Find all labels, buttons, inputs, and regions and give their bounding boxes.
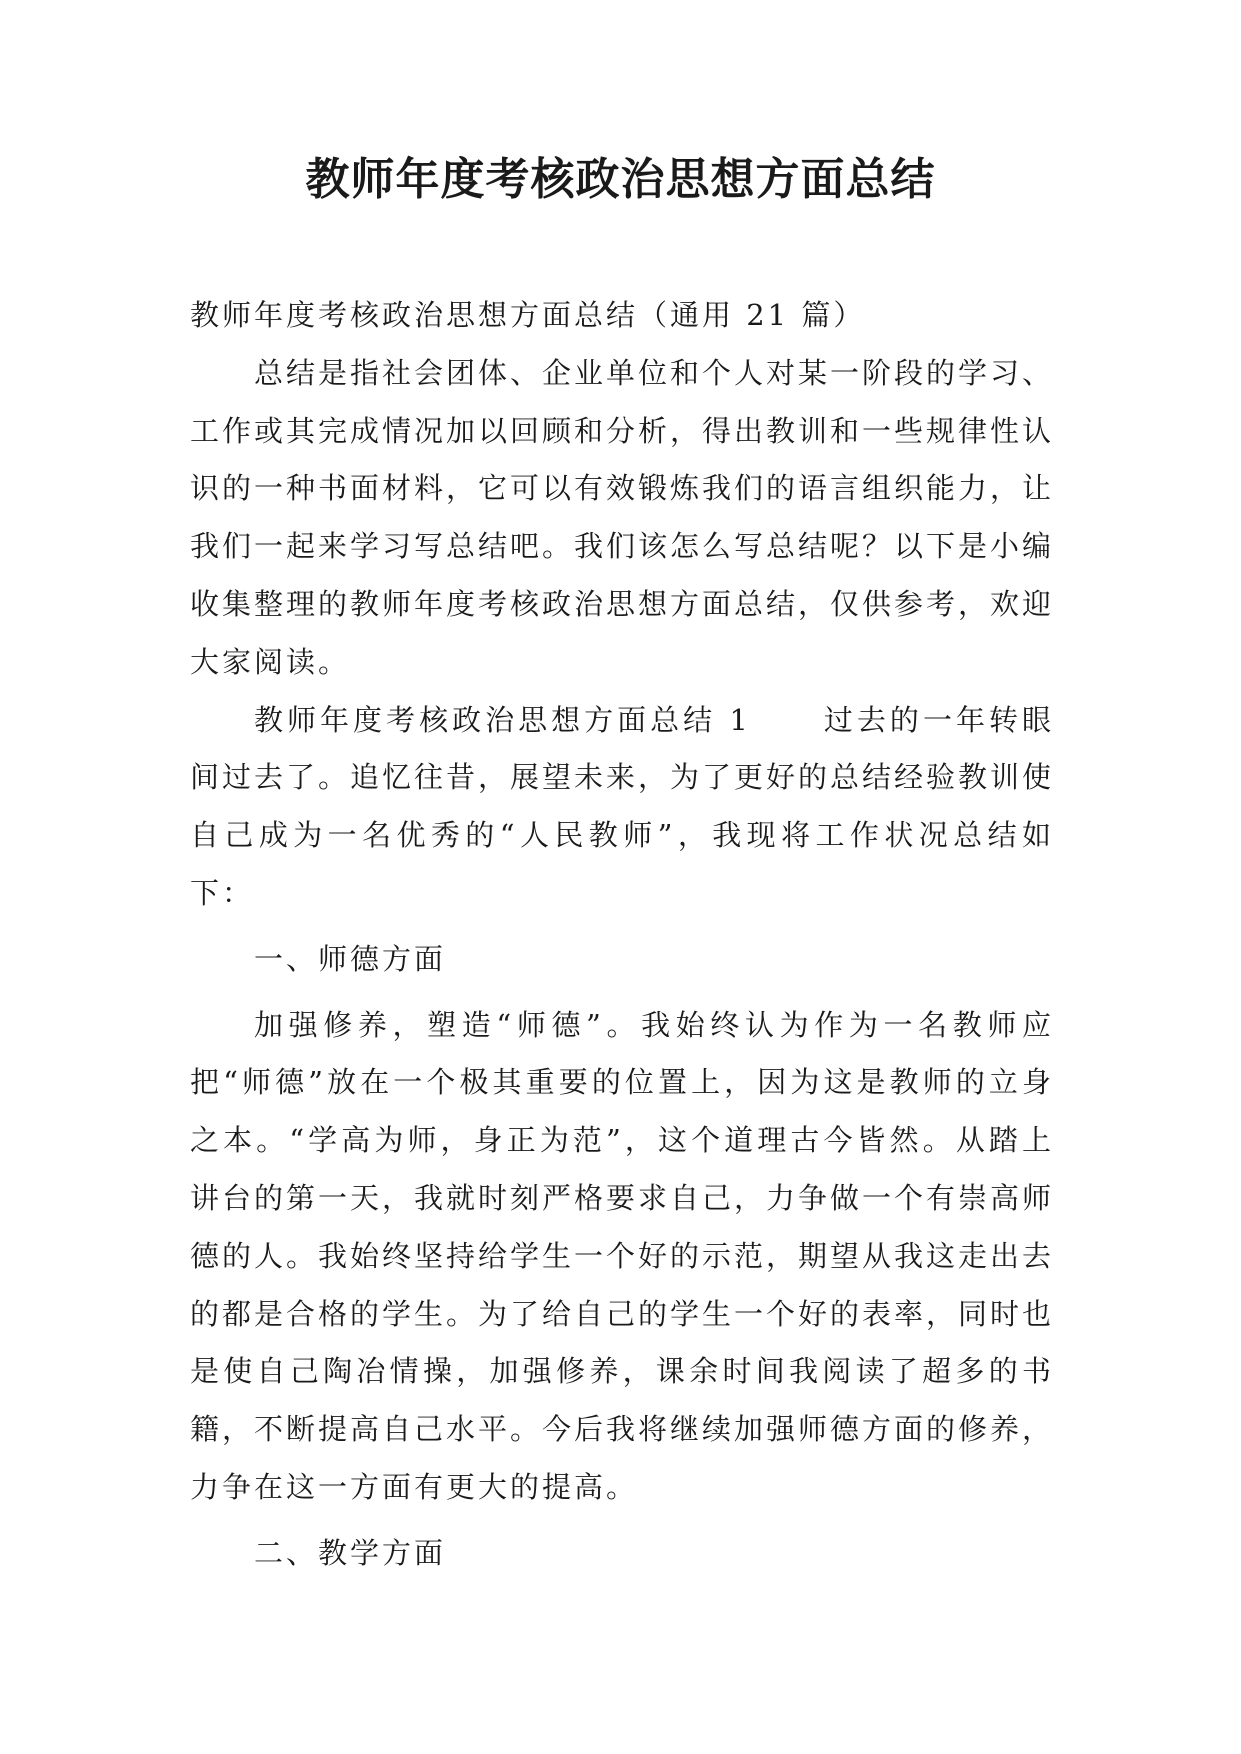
part-1-heading: 一、师德方面 <box>254 941 447 976</box>
section-1-heading: 教师年度考核政治思想方面总结 1 <box>254 702 751 737</box>
section-1-paragraph <box>190 692 1054 923</box>
intro-paragraph: 总结是指社会团体、企业单位和个人对某一阶段的学习、工作或其完成情况加以回顾和分析，得出教训和一些规律性认识的一种书面材料，它可以有效锻炼我们的语言组织能力，让我们一起来学习写总结吧。我们该怎么写总结呢？以下是小编收集整理的教师年度考核政治思想方面总结，仅供参考，欢迎大家阅读。 <box>190 355 1055 679</box>
part-2-heading: 二、教学方面 <box>254 1535 447 1570</box>
section-1-text: 过去的一年转眼间过去了。追忆往昔，展望未来，为了更好的总结经验教训使自己成为一名优秀的“人民教师”，我现将工作状况总结如下： <box>190 702 1055 910</box>
part-1-paragraph: 加强修养，塑造“师德”。我始终认为作为一名教师应把“师德”放在一个极其重要的位置上，因为这是教师的立身之本。“学高为师，身正为范”，这个道理古今皆然。从踏上讲台的第一天，我就时刻严格要求自己，力争做一个有崇高师德的人。我始终坚持给学生一个好的示范，期望从我这走出去的都是合格的学生。为了给自己的学生一个好的表率，同时也是使自己陶冶情操，加强修养，课余时间我阅读了超多的书籍，不断提高自己水平。今后我将继续加强师德方面的修养，力争在这一方面有更大的提高。 <box>190 1007 1055 1504</box>
document-body <box>190 287 1054 1583</box>
document-subtitle: 教师年度考核政治思想方面总结（通用 21 篇） <box>190 298 866 332</box>
document-title: 教师年度考核政治思想方面总结 <box>305 154 936 205</box>
